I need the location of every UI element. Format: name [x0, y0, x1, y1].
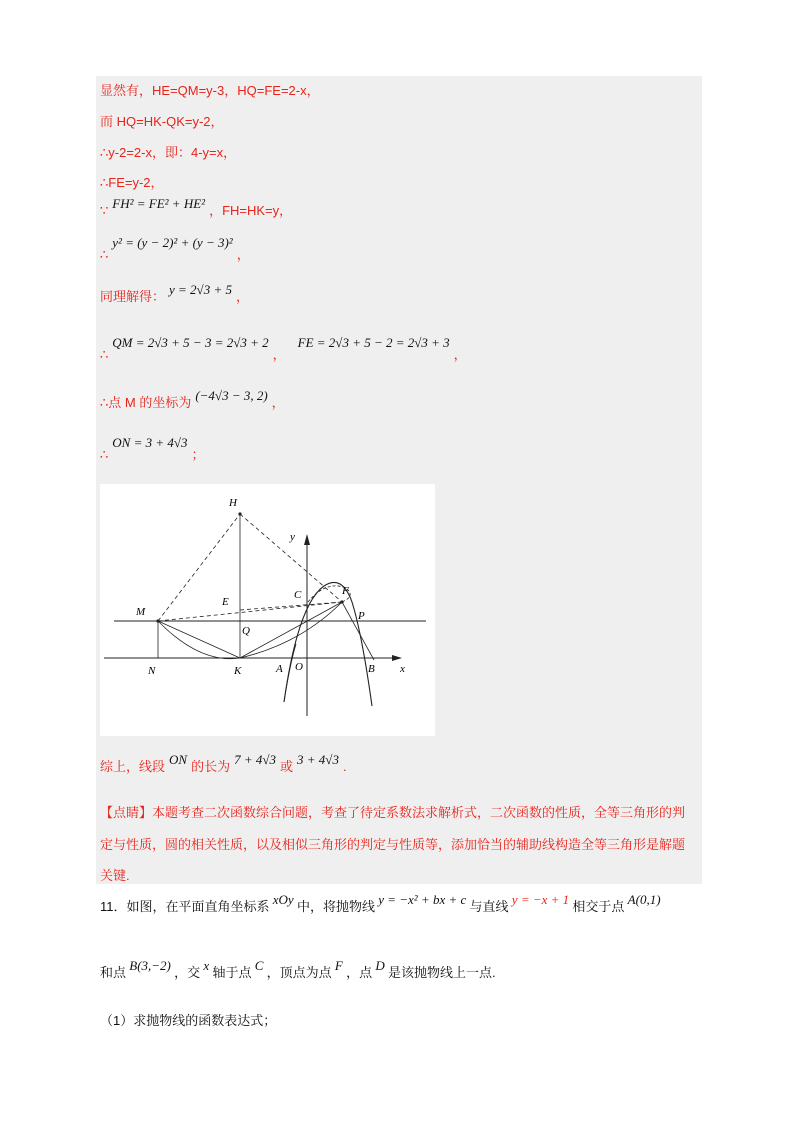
comment-paragraph: 【点睛】本题考查二次函数综合问题，考查了待定系数法求解析式，二次函数的性质，全等三角形的判定与性质，圆的相关性质，以及相似三角形的判定与性质等，添加恰当的辅助线构造全等三角形是解题关键.	[100, 805, 686, 883]
point-m	[156, 619, 159, 622]
solution-line-9: ∴点 M 的坐标为 $^{(-4√3 - 3, 2)}$ ，	[100, 388, 285, 410]
solution-line-7: 同理解得： $^{y = 2√3 + 5}$ ，	[100, 282, 249, 304]
label-f: F	[342, 585, 349, 597]
label-p: P	[358, 610, 365, 622]
value-a: 7 + 4√3	[234, 752, 277, 767]
segment-kf	[240, 602, 342, 658]
figure-svg	[100, 484, 435, 736]
solution-line-5: ∵ $^{FH^2 = FE^2 + HE^2}$ ，FH=HK=y，	[100, 196, 293, 218]
label-n: N	[148, 665, 156, 677]
solution-line-4: ∴FE=y-2，	[100, 175, 164, 190]
var-xoy: xOy	[272, 892, 294, 907]
label-m: M	[136, 606, 146, 618]
formula-qm: QM = 2√3 + 5 − 3 = 2√3 + 2	[112, 335, 269, 350]
formula-line: y = −x + 1	[511, 892, 570, 907]
solution-line-6: $_\therefore$ y² = (y − 2)² + (y − 3)² $_,$	[100, 235, 250, 262]
var-point-f: F	[334, 958, 343, 973]
solution-line-2: 而 HQ=HK-QK=y-2，	[100, 114, 224, 129]
label-q: Q	[242, 625, 250, 637]
solution-line-3: ∴y-2=2-x，即：4-y=x，	[100, 145, 237, 160]
label-e: E	[222, 596, 229, 608]
formula-fh: FH² = FE² + HE²	[112, 196, 206, 211]
geometry-figure	[100, 484, 435, 736]
point-a-coords: A(0,1)	[627, 892, 661, 907]
value-b: 3 + 4√3	[297, 752, 339, 767]
formula-y-equation: y² = (y − 2)² + (y − 3)²	[112, 235, 233, 250]
formula-parabola: y = −x² + bx + c	[378, 892, 467, 907]
label-h: H	[229, 497, 237, 509]
line-through-a	[284, 644, 296, 702]
var-x-axis: x	[203, 958, 210, 973]
question-line-2: 和点 B(3,−2) ，交 x 轴于点 C ，顶点为点 F ，点 D 是该抛物线上一点.	[100, 958, 496, 980]
segment-mf	[158, 602, 342, 621]
var-point-d: D	[375, 958, 385, 973]
label-y: y	[290, 531, 295, 543]
segment-hf	[240, 514, 342, 602]
solution-line-10: $_\therefore$ ON = 3 + 4√3 $_;$	[100, 435, 205, 462]
formula-on: ON = 3 + 4√3	[112, 435, 188, 450]
solution-line-1: 显然有，HE=QM=y-3，HQ=FE=2-x，	[100, 83, 320, 98]
label-b: B	[368, 663, 375, 675]
y-axis-arrow	[304, 534, 310, 545]
question-part-1: （1）求抛物线的函数表达式；	[100, 1013, 277, 1028]
label-o: O	[295, 661, 303, 673]
solution-line-8: $_\therefore$ QM = 2√3 + 5 − 3 = 2√3 + 2 $_,$ FE = 2√3 + 5 − 2 = 2√3 + 3 $_,$	[100, 335, 467, 362]
var-point-c: C	[254, 958, 264, 973]
formula-y-value: y = 2√3 + 5	[169, 282, 232, 297]
point-b-coords: B(3,−2)	[129, 958, 171, 973]
point-f	[340, 600, 343, 603]
var-on: ON	[169, 752, 188, 767]
formula-fe: FE = 2√3 + 5 − 2 = 2√3 + 3	[297, 335, 450, 350]
label-x: x	[400, 663, 405, 675]
conclusion-line: 综上，线段 $^{ON}$ 的长为 $^{7 + 4√3}$ 或 $^{3 + 4√3}$ .	[100, 752, 347, 774]
label-k: K	[234, 665, 242, 677]
formula-point-m: (−4√3 − 3, 2)	[195, 388, 268, 403]
label-c: C	[294, 589, 302, 601]
question-line-1: 11．如图，在平面直角坐标系 xOy 中，将抛物线 y = −x² + bx + c 与直线 y = −x + 1 相交于点 A(0,1)	[100, 892, 661, 914]
x-axis-arrow	[392, 655, 402, 661]
label-a: A	[276, 663, 283, 675]
point-h	[238, 512, 241, 515]
segment-mk	[158, 621, 240, 658]
